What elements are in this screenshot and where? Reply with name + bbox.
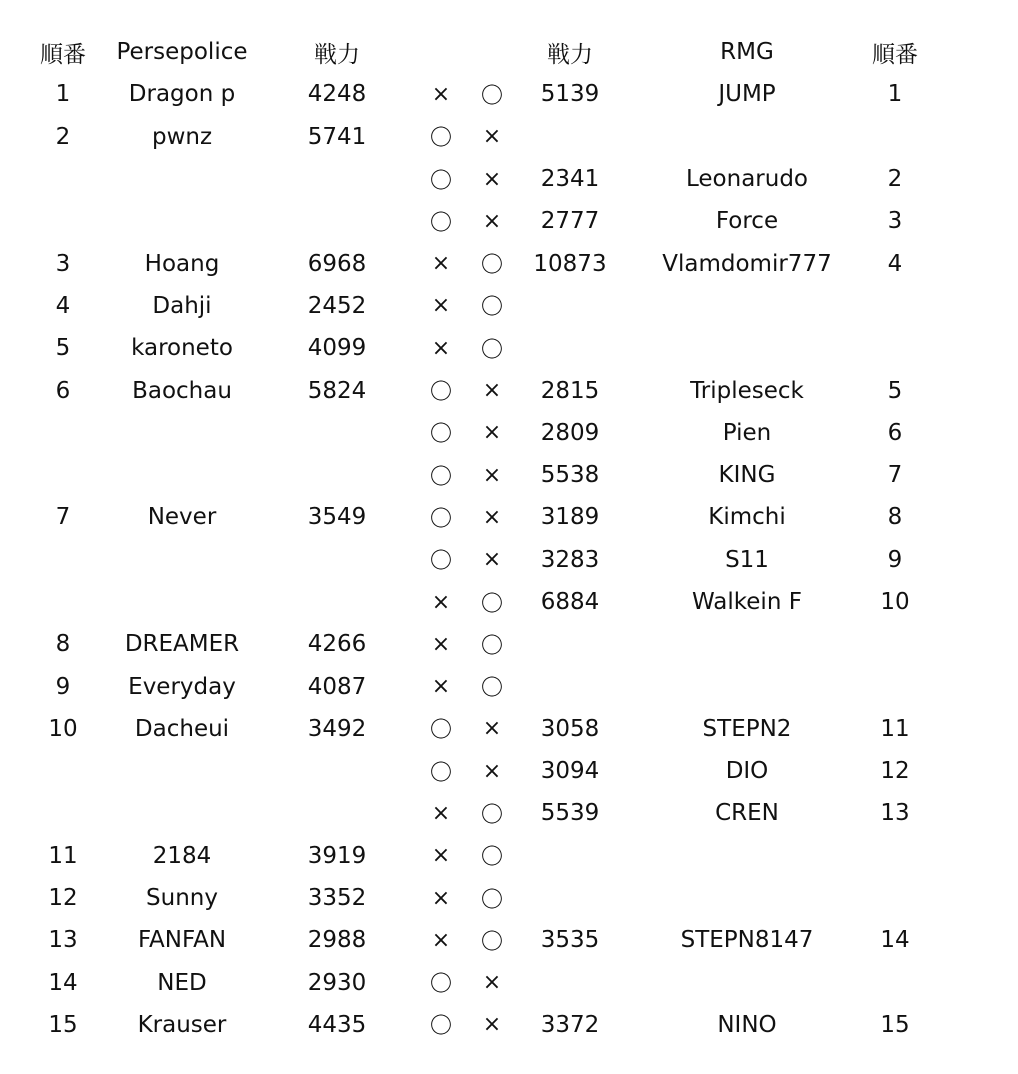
power-right: 3372 xyxy=(540,1011,600,1038)
player-right: STEPN8147 xyxy=(680,927,814,954)
rank-right xyxy=(872,285,918,327)
result-left-mark: 〇 xyxy=(429,380,452,406)
player-left xyxy=(106,412,258,454)
player-right: Kimchi xyxy=(708,504,786,531)
rank-left: 12 xyxy=(48,885,78,912)
header-team-left: Persepolice xyxy=(116,39,248,66)
rank-right xyxy=(872,623,918,665)
rank-left xyxy=(20,792,106,834)
rank-left: 10 xyxy=(48,715,78,742)
table-row xyxy=(20,496,918,538)
player-right: CREN xyxy=(715,800,779,827)
result-left-mark: 〇 xyxy=(429,549,452,575)
player-right xyxy=(622,623,872,665)
power-left: 2930 xyxy=(307,969,367,996)
player-right: NINO xyxy=(717,1011,777,1038)
table-row xyxy=(20,1004,918,1046)
result-left-mark: 〇 xyxy=(429,718,452,744)
result-left-mark: 〇 xyxy=(429,168,452,194)
result-left-mark: 〇 xyxy=(429,972,452,998)
player-right: Leonarudo xyxy=(685,166,808,193)
result-left-mark: × xyxy=(431,843,451,869)
table-row xyxy=(20,962,918,1004)
rank-left xyxy=(20,412,106,454)
result-left-mark: 〇 xyxy=(429,126,452,152)
player-left xyxy=(106,750,258,792)
player-right: Pien xyxy=(722,419,772,446)
player-right xyxy=(622,116,872,158)
table-row xyxy=(20,73,918,115)
power-left: 4435 xyxy=(307,1011,367,1038)
player-left: Krauser xyxy=(137,1011,227,1038)
power-left: 4248 xyxy=(307,81,367,108)
result-right-mark: × xyxy=(482,166,502,192)
power-left xyxy=(258,539,416,581)
result-right-mark: 〇 xyxy=(480,295,503,321)
power-right: 5539 xyxy=(540,800,600,827)
rank-left: 9 xyxy=(55,673,71,700)
player-right: Vlamdomir777 xyxy=(662,250,832,277)
result-right-mark: 〇 xyxy=(480,253,503,279)
rank-right xyxy=(872,327,918,369)
table-row xyxy=(20,412,918,454)
table-row xyxy=(20,285,918,327)
rank-left xyxy=(20,539,106,581)
rank-left xyxy=(20,581,106,623)
power-right: 6884 xyxy=(540,589,600,615)
player-left: Dacheui xyxy=(134,715,230,742)
rank-right: 2 xyxy=(887,166,903,193)
rank-left: 15 xyxy=(48,1011,78,1038)
result-right-mark: × xyxy=(482,758,502,784)
result-right-mark: × xyxy=(482,378,502,404)
rank-right xyxy=(872,877,918,919)
power-right: 2777 xyxy=(540,208,600,235)
result-right-mark: 〇 xyxy=(480,845,503,871)
rank-right: 13 xyxy=(880,800,910,827)
table-row xyxy=(20,158,918,200)
player-left: Dragon p xyxy=(128,81,236,108)
rank-left: 11 xyxy=(48,842,78,869)
power-left: 3919 xyxy=(307,842,367,869)
player-left xyxy=(106,539,258,581)
player-right xyxy=(622,665,872,707)
result-right-mark: × xyxy=(482,420,502,446)
table-row xyxy=(20,116,918,158)
rank-right xyxy=(872,665,918,707)
power-left: 6968 xyxy=(307,250,367,277)
rank-left: 7 xyxy=(55,504,71,531)
player-left: pwnz xyxy=(151,123,213,150)
result-right-mark: × xyxy=(482,124,502,150)
player-left xyxy=(106,200,258,242)
header-power-left: 戦力 xyxy=(314,41,360,68)
result-left-mark: 〇 xyxy=(429,1014,452,1040)
result-left-mark: × xyxy=(431,589,451,615)
header-power-right: 戦力 xyxy=(547,41,593,68)
rank-left: 3 xyxy=(55,250,71,277)
rank-left: 5 xyxy=(55,335,71,362)
result-left-mark: 〇 xyxy=(429,422,452,448)
table-row xyxy=(20,877,918,919)
table-row xyxy=(20,242,918,284)
result-right-mark: × xyxy=(482,1012,502,1038)
result-left-mark: × xyxy=(431,81,451,107)
table-row xyxy=(20,708,918,750)
header-result-left xyxy=(416,31,466,73)
match-table xyxy=(20,31,918,1046)
player-right: KING xyxy=(718,462,776,489)
rank-right: 15 xyxy=(880,1011,910,1038)
rank-left xyxy=(20,158,106,200)
power-right xyxy=(518,285,622,327)
rank-right: 5 xyxy=(887,377,903,404)
result-left-mark: × xyxy=(431,885,451,911)
result-right-mark: 〇 xyxy=(480,83,503,109)
player-right xyxy=(622,962,872,1004)
power-right: 3535 xyxy=(540,927,600,954)
result-right-mark: × xyxy=(482,716,502,742)
rank-left: 13 xyxy=(48,927,78,954)
power-left: 4266 xyxy=(307,631,367,658)
power-left: 3549 xyxy=(307,504,367,531)
result-left-mark: 〇 xyxy=(429,506,452,532)
result-right-mark: × xyxy=(482,504,502,530)
rank-left: 14 xyxy=(48,969,78,996)
table-row xyxy=(20,919,918,961)
rank-right: 4 xyxy=(887,250,903,277)
power-right: 3189 xyxy=(540,504,600,531)
player-left: NED xyxy=(157,969,207,996)
player-left xyxy=(106,454,258,496)
power-right: 3283 xyxy=(540,546,600,573)
power-right: 5538 xyxy=(540,462,600,489)
rank-right: 12 xyxy=(880,758,910,785)
player-left: DREAMER xyxy=(124,631,240,658)
power-right: 2809 xyxy=(540,419,600,446)
power-left: 4087 xyxy=(307,673,367,700)
power-left: 4099 xyxy=(307,335,367,362)
result-left-mark: 〇 xyxy=(429,464,452,490)
power-right: 2341 xyxy=(540,166,600,193)
rank-left: 1 xyxy=(55,81,71,108)
power-left xyxy=(258,158,416,200)
power-right xyxy=(518,665,622,707)
player-left: Dahji xyxy=(152,292,212,319)
rank-right: 9 xyxy=(887,546,903,573)
table-row xyxy=(20,200,918,242)
result-right-mark: × xyxy=(482,462,502,488)
player-right: Force xyxy=(715,208,779,235)
result-right-mark: 〇 xyxy=(480,802,503,828)
rank-right xyxy=(872,116,918,158)
player-left: Sunny xyxy=(146,885,218,912)
player-left: karoneto xyxy=(131,335,233,362)
rank-left xyxy=(20,200,106,242)
player-right: Tripleseck xyxy=(690,377,804,404)
player-right: DIO xyxy=(725,758,769,785)
power-left xyxy=(258,792,416,834)
rank-right: 1 xyxy=(887,81,903,108)
player-left: Everyday xyxy=(128,673,236,700)
power-right: 3058 xyxy=(540,715,600,742)
player-left: Baochau xyxy=(132,377,232,404)
result-left-mark: × xyxy=(431,293,451,319)
table-row xyxy=(20,750,918,792)
player-left xyxy=(106,158,258,200)
rank-left: 2 xyxy=(55,123,71,150)
header-row xyxy=(20,31,918,73)
power-left xyxy=(258,200,416,242)
table-row xyxy=(20,665,918,707)
player-right xyxy=(622,835,872,877)
result-left-mark: × xyxy=(431,800,451,826)
rank-right: 7 xyxy=(887,462,903,489)
rank-left: 8 xyxy=(55,631,71,658)
rank-right xyxy=(872,835,918,877)
power-left: 5741 xyxy=(307,123,367,150)
power-right xyxy=(518,877,622,919)
result-left-mark: 〇 xyxy=(429,210,452,236)
table-row xyxy=(20,581,918,623)
rank-right: 11 xyxy=(880,715,910,742)
result-right-mark: × xyxy=(482,970,502,996)
result-left-mark: × xyxy=(431,251,451,277)
power-left xyxy=(258,454,416,496)
header-rank-left: 順番 xyxy=(40,41,86,68)
result-left-mark: × xyxy=(431,631,451,657)
result-left-mark: × xyxy=(431,335,451,361)
power-left xyxy=(258,412,416,454)
player-right xyxy=(622,327,872,369)
player-left: FANFAN xyxy=(137,927,227,954)
table-row xyxy=(20,539,918,581)
result-right-mark: 〇 xyxy=(480,591,503,617)
power-right xyxy=(518,327,622,369)
power-left: 5824 xyxy=(307,377,367,404)
power-left: 2452 xyxy=(307,292,367,319)
table-row xyxy=(20,623,918,665)
power-left: 3352 xyxy=(307,885,367,912)
result-right-mark: 〇 xyxy=(480,633,503,659)
player-right xyxy=(622,877,872,919)
rank-left: 6 xyxy=(55,377,71,404)
header-result-right xyxy=(466,31,518,73)
result-right-mark: 〇 xyxy=(480,676,503,702)
power-right xyxy=(518,962,622,1004)
rank-right: 6 xyxy=(887,419,903,446)
player-right: Walkein F xyxy=(692,589,802,615)
result-left-mark: 〇 xyxy=(429,760,452,786)
player-right: S11 xyxy=(725,546,769,573)
power-right xyxy=(518,116,622,158)
header-team-right: RMG xyxy=(720,39,774,66)
player-right xyxy=(622,285,872,327)
result-right-mark: 〇 xyxy=(480,337,503,363)
power-left xyxy=(258,750,416,792)
result-left-mark: × xyxy=(431,674,451,700)
table-row xyxy=(20,454,918,496)
table-row xyxy=(20,835,918,877)
rank-left xyxy=(20,750,106,792)
power-right: 3094 xyxy=(540,758,600,785)
power-left: 3492 xyxy=(307,715,367,742)
player-left xyxy=(106,581,258,623)
power-left xyxy=(258,581,416,623)
table-row xyxy=(20,327,918,369)
result-right-mark: 〇 xyxy=(480,887,503,913)
rank-right: 14 xyxy=(880,927,910,954)
player-left xyxy=(106,792,258,834)
result-right-mark: × xyxy=(482,208,502,234)
power-right: 2815 xyxy=(540,377,600,404)
player-left: Hoang xyxy=(144,250,220,277)
power-right xyxy=(518,835,622,877)
power-right: 5139 xyxy=(540,81,600,108)
result-left-mark: × xyxy=(431,927,451,953)
rank-right: 10 xyxy=(880,589,910,615)
table-row xyxy=(20,792,918,834)
match-rows xyxy=(20,73,918,1046)
player-right: STEPN2 xyxy=(702,715,792,742)
rank-left xyxy=(20,454,106,496)
power-right xyxy=(518,623,622,665)
player-left: 2184 xyxy=(152,842,212,869)
header-rank-right: 順番 xyxy=(872,41,918,68)
power-left: 2988 xyxy=(307,927,367,954)
rank-right xyxy=(872,962,918,1004)
result-right-mark: × xyxy=(482,547,502,573)
rank-right: 8 xyxy=(887,504,903,531)
result-right-mark: 〇 xyxy=(480,929,503,955)
rank-left: 4 xyxy=(55,292,71,319)
player-left: Never xyxy=(147,504,217,531)
table-row xyxy=(20,369,918,411)
rank-right: 3 xyxy=(887,208,903,235)
power-right: 10873 xyxy=(533,250,607,277)
player-right: JUMP xyxy=(718,81,776,108)
